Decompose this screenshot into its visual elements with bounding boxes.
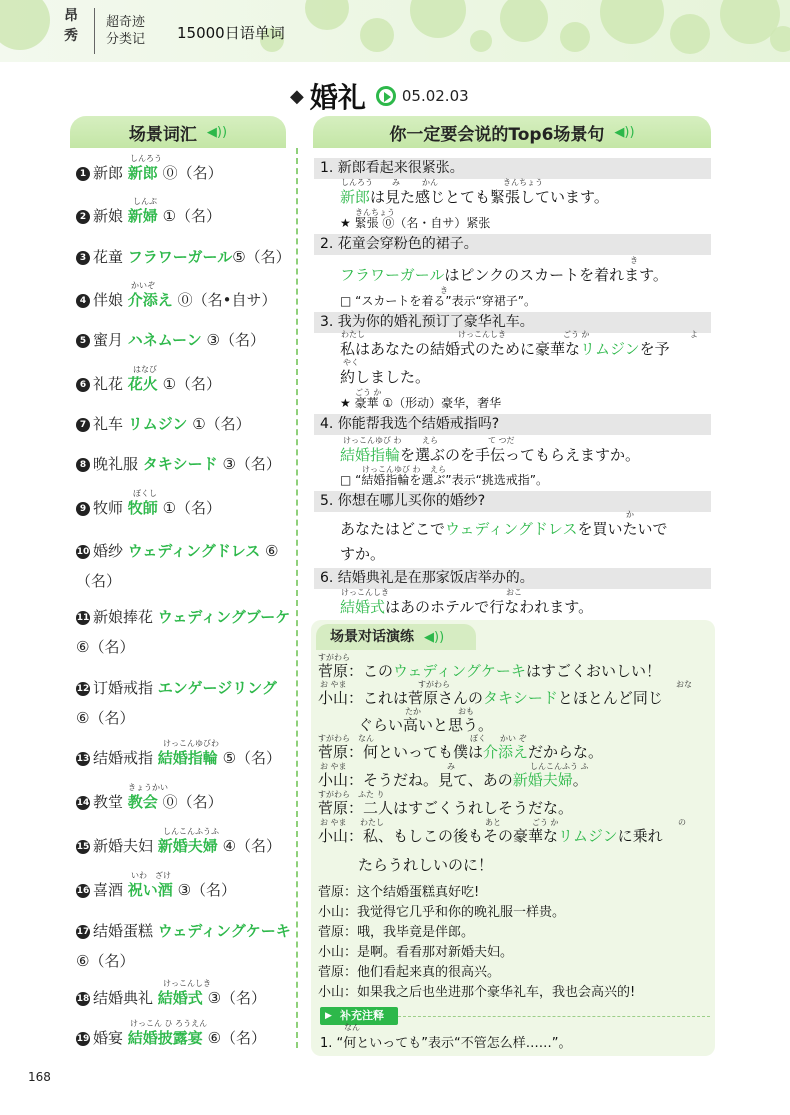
dialog-tab: 场景对话演练 ◀)) <box>316 624 476 650</box>
ruby: すがわら <box>318 653 350 662</box>
ruby: おも <box>458 707 474 716</box>
dialog-line: 小山：そうだね。見て、あの新婚夫婦。 <box>318 771 588 789</box>
ruby: き <box>630 256 638 265</box>
ruby: おな <box>676 680 692 689</box>
ruby: けっこんゆびわ <box>163 739 219 748</box>
dialog-line: 菅原：二人はすごくうれしそうだな。 <box>318 799 574 817</box>
dialog-line: 小山：私、もしこの後もその豪華なリムジンに乗れ <box>318 827 663 845</box>
ruby: よ <box>690 330 698 339</box>
answer-text: 結婚式はあのホテルで行なわれます。 <box>340 598 594 616</box>
vocab-item: 8 晚礼服 タキシード ③（名） <box>76 453 291 475</box>
ruby: すがわら <box>318 734 350 743</box>
ruby: けっこんしき <box>341 588 389 597</box>
vocab-tab: 场景词汇 ◀)) <box>70 116 286 148</box>
translation-line: 菅原：这个结婚蛋糕真好吃! <box>318 885 480 900</box>
sentences-tab: 你一定要会说的Top6场景句 ◀)) <box>313 116 711 148</box>
ruby: えら <box>430 465 446 474</box>
supplement-label: ▶ 补充注释 <box>320 1007 398 1025</box>
dialog-line: ぐらい高いと思う。 <box>358 716 494 734</box>
vocab-item: 19 婚宴 結婚披露宴 ⑥（名） <box>76 1029 267 1047</box>
ruby: み <box>447 762 455 771</box>
note-text: □ “スカートを着る”表示“穿裙子”。 <box>340 294 537 308</box>
vocab-item: 4 伴娘 介添え ⓪（名•自サ） <box>76 289 291 311</box>
vocab-item: 12 订婚戒指 エンゲージリング ⑥（名） <box>76 679 277 727</box>
ruby: けっこん ひ ろうえん <box>130 1019 208 1028</box>
series-name: 超奇迹 分类记 <box>106 15 146 47</box>
ruby: なん <box>344 1023 360 1032</box>
ruby: しんろう <box>130 154 162 163</box>
ruby: て つだ <box>488 436 515 445</box>
question-bar: 4. 你能帮我选个结婚戒指吗? <box>314 414 711 435</box>
note-text: ★ 豪華 ①（形动）豪华，奢华 <box>340 396 502 410</box>
ruby: なん <box>358 734 374 743</box>
ruby: み <box>392 178 400 187</box>
title-text: 婚礼 <box>309 81 366 114</box>
ruby: けっこんゆび わ <box>343 436 402 445</box>
vocab-item: 15 新婚夫妇 新婚夫婦 ④（名） <box>76 837 282 855</box>
page-header <box>0 0 790 62</box>
ruby: わたし <box>360 818 384 827</box>
diamond-icon: ◆ <box>290 85 304 107</box>
ruby: か <box>626 510 634 519</box>
vocab-item: 3 花童 フラワーガール⑤（名） <box>76 246 291 268</box>
answer-text: フラワーガールはピンクのスカートを着れます。 <box>340 266 668 284</box>
audio-code: 05.02.03 <box>401 87 469 105</box>
ruby: やく <box>343 358 359 367</box>
note-text: □ “結婚指輪を選ぶ”表示“挑选戒指”。 <box>340 473 549 487</box>
ruby: お やま <box>320 680 347 689</box>
ruby: ぼく <box>470 734 486 743</box>
header-divider <box>94 8 95 54</box>
ruby: えら <box>422 436 438 445</box>
ruby: しんこんふうふ <box>163 827 219 836</box>
ruby: わたし <box>341 330 365 339</box>
translation-line: 小山：是啊。看看那对新婚夫妇。 <box>318 945 514 960</box>
ruby: しんこんふう ふ <box>530 762 589 771</box>
book-title: 15000日语单词 <box>177 24 285 42</box>
dialog-line: 小山：これは菅原さんのタキシードとほとんど同じ <box>318 689 663 707</box>
translation-line: 小山：我觉得它几乎和你的晚礼服一样贵。 <box>318 905 566 920</box>
ruby: しんろう <box>341 178 373 187</box>
dialog-line: 菅原：このウェディングケーキはすごくおいしい！ <box>318 662 661 680</box>
question-bar: 3. 我为你的婚礼预订了豪华礼车。 <box>314 312 711 333</box>
vocab-item: 5 蜜月 ハネムーン ③（名） <box>76 329 291 351</box>
ruby: しんぷ <box>133 197 157 206</box>
question-bar: 5. 你想在哪儿买你的婚纱? <box>314 491 711 512</box>
ruby: ごう か <box>532 818 559 827</box>
vocab-item: 7 礼车 リムジン ①（名） <box>76 413 291 435</box>
answer-text: 結婚指輪を選ぶのを手伝ってもらえますか。 <box>340 446 641 464</box>
question-bar: 2. 花童会穿粉色的裙子。 <box>314 234 711 255</box>
ruby: たか <box>405 707 421 716</box>
vocab-item: 18 结婚典礼 結婚式 ③（名） <box>76 989 267 1007</box>
ruby: おこ <box>506 588 522 597</box>
page-number: 168 <box>28 1070 51 1084</box>
translation-line: 菅原：哦，我毕竟是伴郎。 <box>318 925 475 940</box>
vocab-item: 16 喜酒 祝い酒 ③（名） <box>76 881 237 899</box>
ruby: けっこんしき <box>163 979 211 988</box>
dialog-line: 菅原：何といっても僕は介添えだからな。 <box>318 743 604 761</box>
vocab-item: 13 结婚戒指 結婚指輪 ⑤（名） <box>76 749 282 767</box>
ruby: いわ ざけ <box>131 871 171 880</box>
ruby: けっこんゆび わ <box>362 465 421 474</box>
vocab-item: 10 婚纱 ウェディングドレス ⑥（名） <box>76 542 279 590</box>
ruby: はなび <box>133 365 157 374</box>
ruby: お やま <box>320 762 347 771</box>
ruby: きんちょう <box>503 178 543 187</box>
ruby: きんちょう <box>355 208 395 217</box>
question-bar: 1. 新郎看起来很紧张。 <box>314 158 711 179</box>
ruby: けっこんしき <box>458 330 506 339</box>
dialog-line: たらうれしいのに！ <box>358 856 494 874</box>
ruby: ふた り <box>358 790 385 799</box>
translation-line: 菅原：他们看起来真的很高兴。 <box>318 965 501 980</box>
ruby: ぼくし <box>133 489 157 498</box>
ruby: きょうかい <box>128 783 168 792</box>
ruby: お やま <box>320 818 347 827</box>
supplement-divider <box>398 1016 710 1017</box>
answer-text: あなたはどこでウェディングドレスを買いたいで <box>340 520 668 538</box>
answer-text: 私はあなたの結婚式のために豪華なリムジンを予 <box>340 340 670 358</box>
page-title <box>290 78 469 114</box>
vocab-item: 9 牧师 牧師 ①（名） <box>76 497 291 519</box>
answer-text: 新郎は見た感じとても緊張しています。 <box>340 188 609 206</box>
vocab-item: 11 新娘捧花 ウェディングブーケ ⑥（名） <box>76 608 291 656</box>
answer-text: すか。 <box>340 545 386 563</box>
ruby: き <box>440 286 448 295</box>
vocab-item: 17 结婚蛋糕 ウェディングケーキ ⑥（名） <box>76 922 291 970</box>
ruby: かん <box>422 178 438 187</box>
speaker-icon[interactable]: ◀)) <box>424 630 445 645</box>
ruby: すがわら <box>418 680 450 689</box>
speaker-icon[interactable]: ◀)) <box>206 124 228 140</box>
column-divider <box>296 148 298 1048</box>
ruby: ごう か <box>355 388 382 397</box>
audio-play-icon[interactable] <box>376 86 396 106</box>
vocab-item: 1 新郎 新郎 ⓪（名） <box>76 162 291 184</box>
brand-logo: 昂 秀 <box>64 8 78 44</box>
speaker-icon[interactable]: ◀)) <box>614 124 635 140</box>
ruby: かいぞ <box>131 281 155 290</box>
supplement-note: 1. “何といっても”表示“不管怎么样……”。 <box>320 1036 572 1051</box>
ruby: ごう か <box>563 330 590 339</box>
vocab-item: 14 教堂 教会 ⓪（名） <box>76 793 223 811</box>
answer-text: 約しました。 <box>340 368 431 386</box>
ruby: かい ぞ <box>500 734 527 743</box>
vocab-item: 2 新娘 新婦 ①（名） <box>76 205 291 227</box>
translation-line: 小山：如果我之后也坐进那个豪华礼车，我也会高兴的! <box>318 985 636 1000</box>
ruby: の <box>678 818 686 827</box>
ruby: すがわら <box>318 790 350 799</box>
note-text: ★ 緊張 ⓪（名・自サ）紧张 <box>340 216 491 230</box>
ruby: あと <box>485 818 501 827</box>
question-bar: 6. 结婚典礼是在那家饭店举办的。 <box>314 568 711 589</box>
vocab-item: 6 礼花 花火 ①（名） <box>76 373 291 395</box>
